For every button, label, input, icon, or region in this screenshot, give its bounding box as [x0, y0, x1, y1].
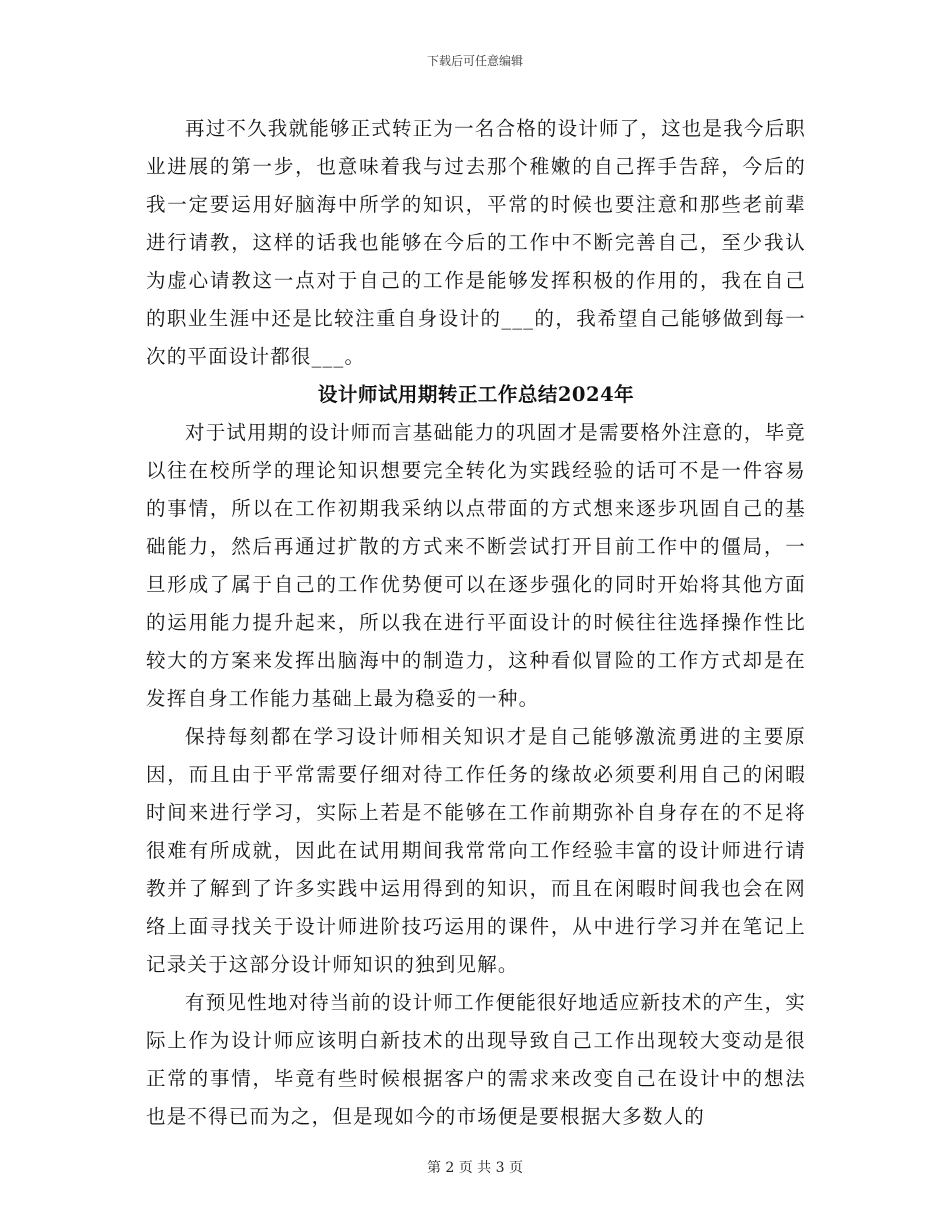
- section-title: 设计师试用期转正工作总结2024年: [317, 383, 635, 406]
- paragraph-intro: 再过不久我就能够正式转正为一名合格的设计师了，这也是我今后职业进展的第一步，也意味着我与过去那个稚嫩的自己挥手告辞，今后的我一定要运用好脑海中所学的知识，平常的时候也要注意和那些老前辈进行请教，这样的话我也能够在今后的工作中不断完善自己，至少我认为虚心请教这一点对于自己的工作是能够发挥积极的作用的，我在自己的职业生涯中还是比较注重自身设计的___的，我希望自己能够做到每一次的平面设计都很___。: [146, 117, 807, 368]
- paragraph-2: 保持每刻都在学习设计师相关知识才是自己能够激流勇进的主要原因，而且由于平常需要仔细对待工作任务的缘故必须要利用自己的闲暇时间来进行学习，实际上若是不能够在工作前期弥补自身存在的不足将很难有所成就，因此在试用期间我常常向工作经验丰富的设计师进行请教并了解到了许多实践中运用得到的知识，而且在闲暇时间我也会在网络上面寻找关于设计师进阶技巧运用的课件，从中进行学习并在笔记上记录关于这部分设计师知识的独到见解。: [146, 725, 806, 976]
- page-number: 第 2 页 共 3 页: [426, 1160, 524, 1176]
- page-header-note: 下载后可任意编辑: [426, 54, 523, 68]
- paragraph-1: 对于试用期的设计师而言基础能力的巩固才是需要格外注意的，毕竟以往在校所学的理论知识想要完全转化为实践经验的话可不是一件容易的事情，所以在工作初期我采纳以点带面的方式想来逐步巩固自己的基础能力，然后再通过扩散的方式来不断尝试打开目前工作中的僵局，一旦形成了属于自己的工作优势便可以在逐步强化的同时开始将其他方面的运用能力提升起来，所以我在进行平面设计的时候往往选择操作性比较大的方案来发挥出脑海中的制造力，这种看似冒险的工作方式却是在发挥自身工作能力基础上最为稳妥的一种。: [146, 421, 807, 710]
- paragraph-3: 有预见性地对待当前的设计师工作便能很好地适应新技术的产生，实际上作为设计师应该明白新技术的出现导致自己工作出现较大变动是很正常的事情，毕竟有些时候根据客户的需求来改变自己在设计中的想法也是不得已而为之，但是现如今的市场便是要根据大多数人的: [146, 991, 807, 1128]
- document-body: [146, 110, 806, 1136]
